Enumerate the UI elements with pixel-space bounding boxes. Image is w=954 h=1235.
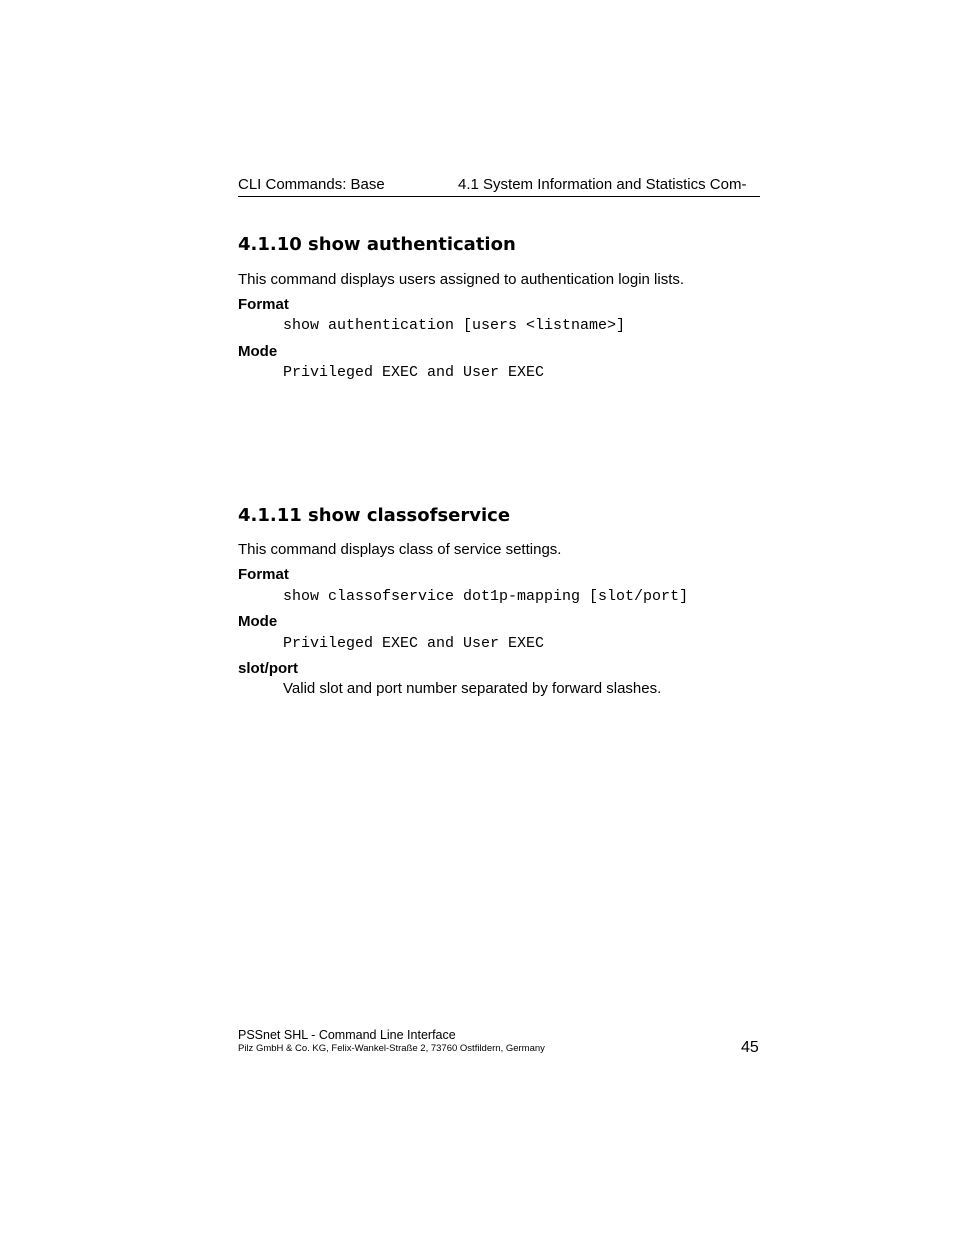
section-description: This command displays users assigned to authentication login lists. <box>238 271 685 288</box>
mode-label: Mode <box>238 613 278 630</box>
parameter-label: slot/port <box>238 660 298 677</box>
footer-address: Pilz GmbH & Co. KG, Felix-Wankel-Straße 2, 73760 Ostfildern, Germany <box>238 1043 545 1054</box>
section-description: This command displays class of service settings. <box>238 541 562 558</box>
format-command: show authentication [users <listname>] <box>283 317 626 334</box>
mode-label: Mode <box>238 343 278 360</box>
format-label: Format <box>238 296 289 313</box>
section-title-show-classofservice: 4.1.11 show classofservice <box>238 505 511 526</box>
running-header-section: 4.1 System Information and Statistics Com- <box>458 176 747 193</box>
mode-value: Privileged EXEC and User EXEC <box>283 635 545 652</box>
running-header-chapter: CLI Commands: Base <box>238 176 385 193</box>
header-divider <box>238 196 760 197</box>
page-number: 45 <box>741 1039 759 1056</box>
format-label: Format <box>238 566 289 583</box>
format-command: show classofservice dot1p-mapping [slot/port] <box>283 588 689 605</box>
mode-value: Privileged EXEC and User EXEC <box>283 364 545 381</box>
section-title-show-authentication: 4.1.10 show authentication <box>238 234 516 255</box>
footer-document-title: PSSnet SHL - Command Line Interface <box>238 1028 456 1042</box>
parameter-description: Valid slot and port number separated by forward slashes. <box>283 680 662 697</box>
